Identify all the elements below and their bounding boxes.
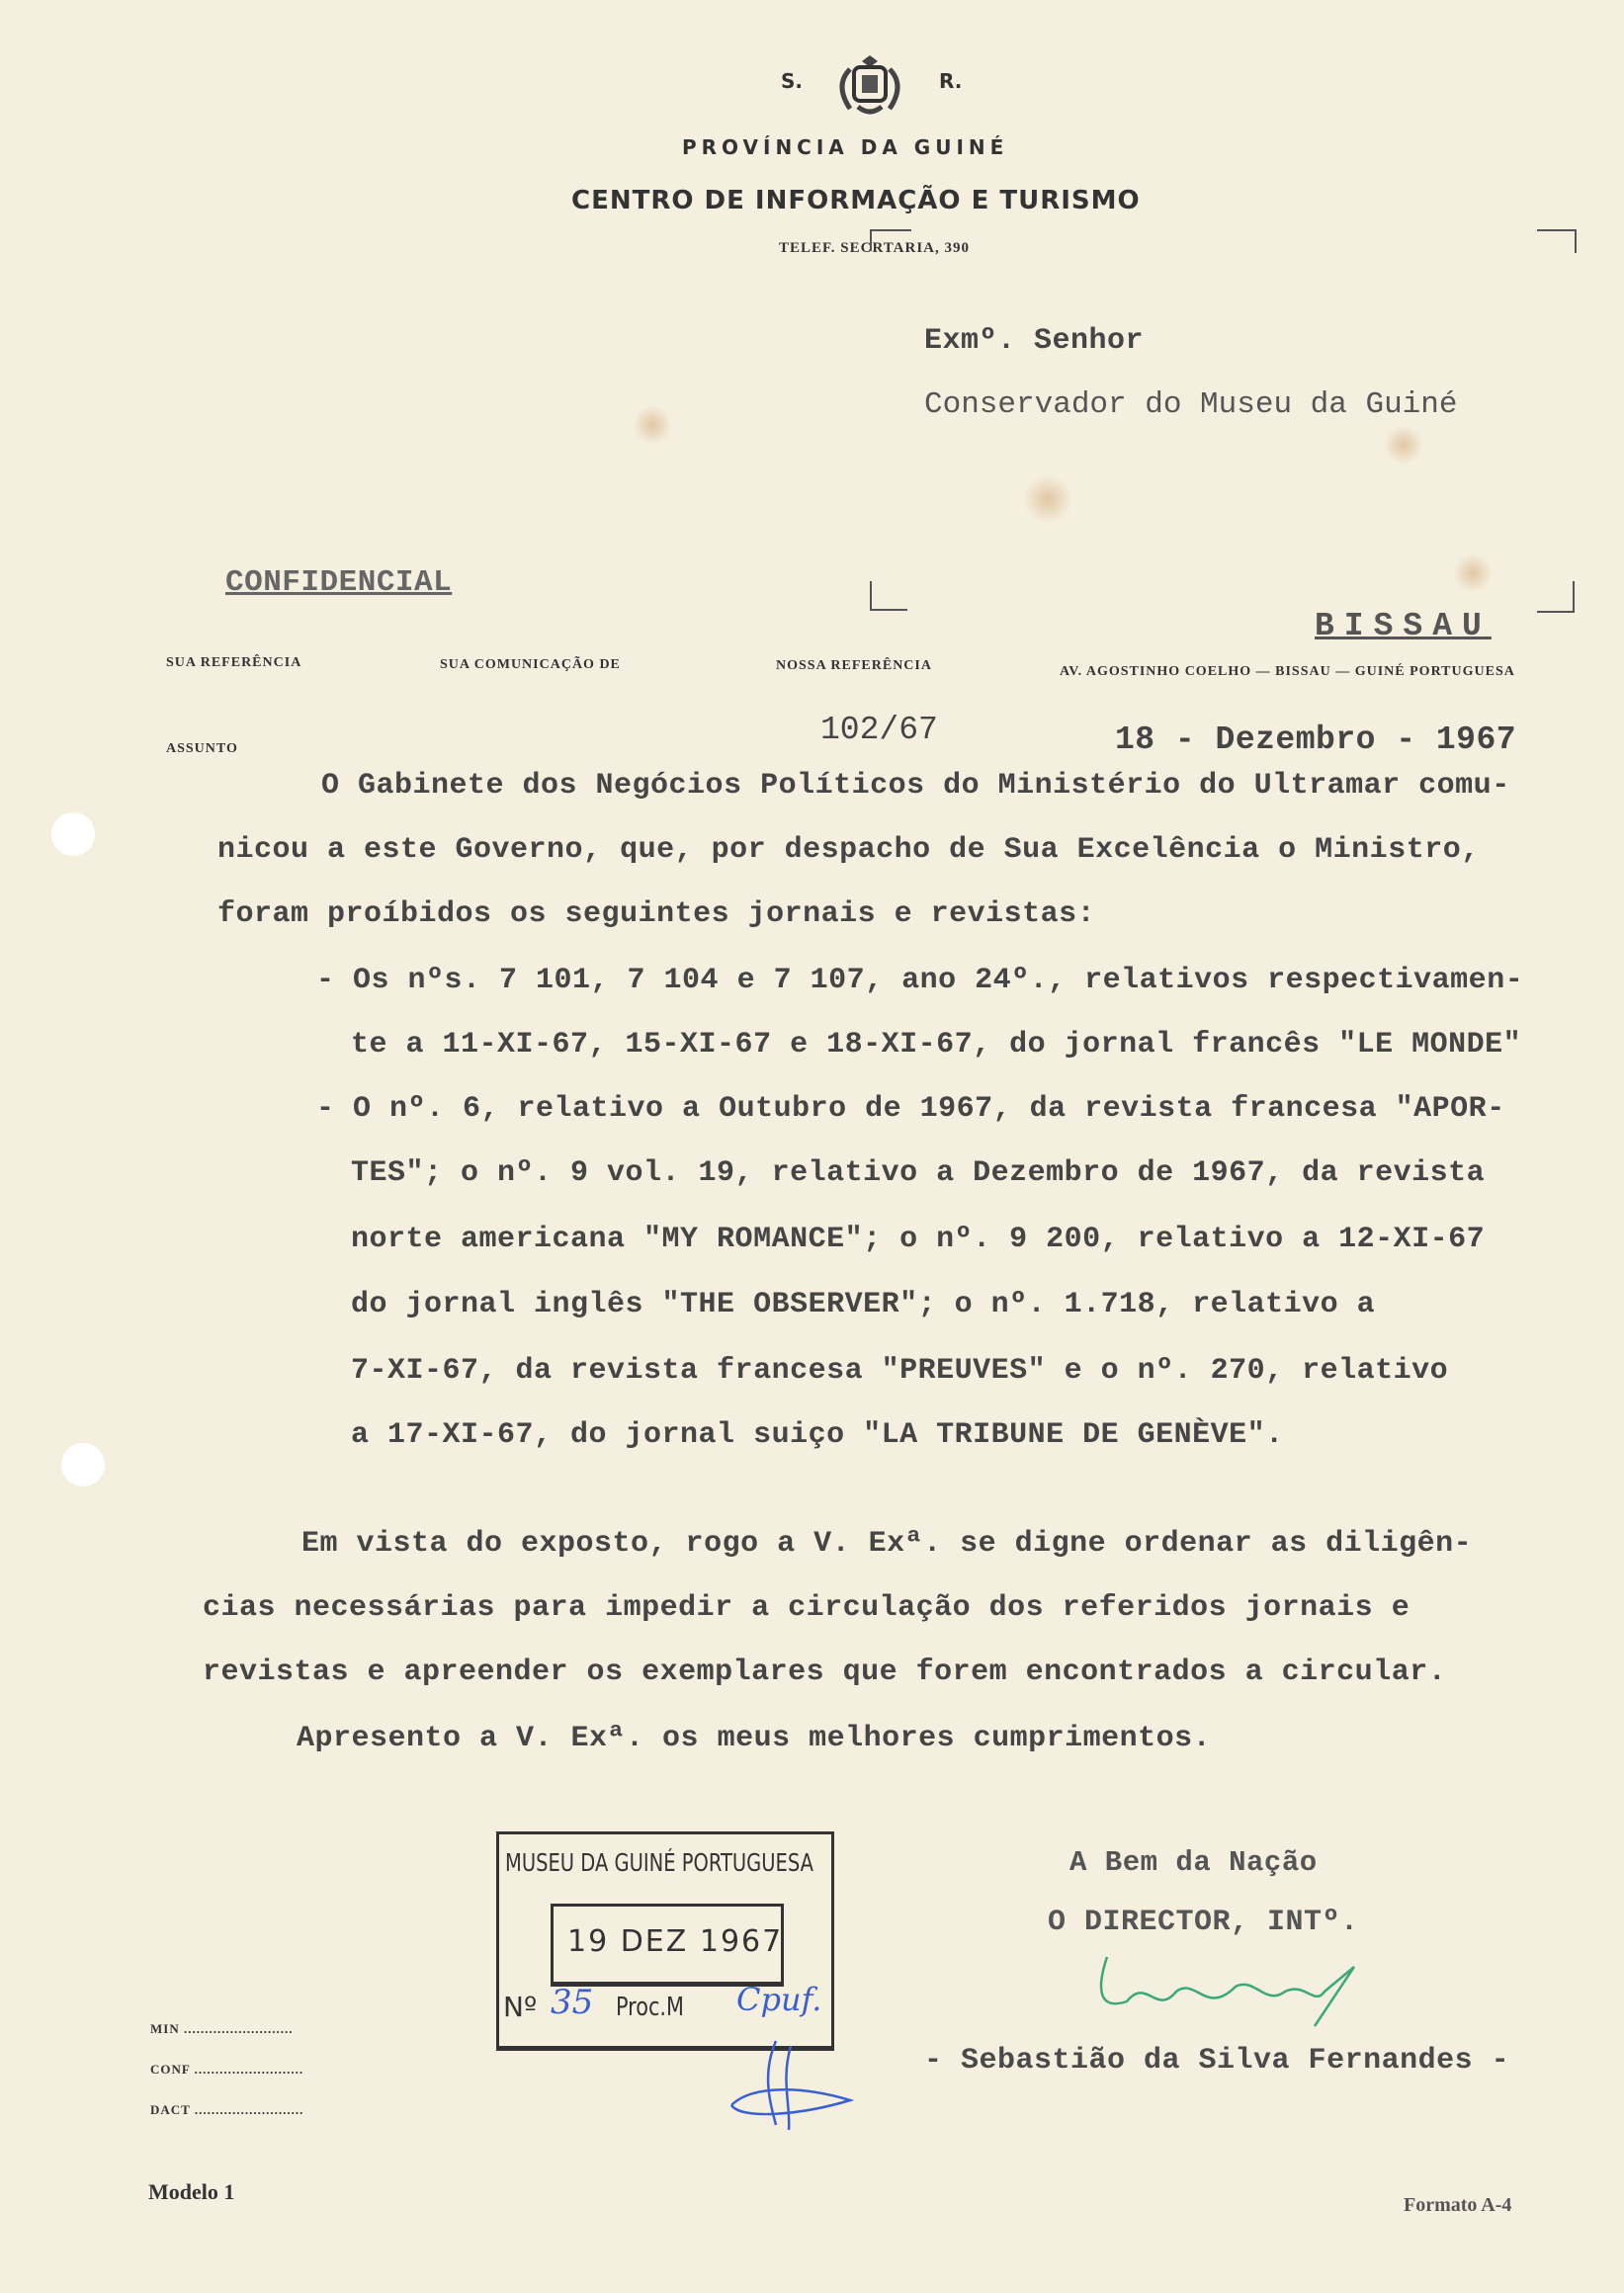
model-label: Modelo 1 xyxy=(148,2179,235,2204)
item-line: - O nº. 6, relativo a Outubro de 1967, da revista francesa "APOR- xyxy=(316,1092,1505,1126)
item-line: a 17-XI-67, do jornal suiço "LA TRIBUNE DE GENÈVE". xyxy=(351,1418,1284,1452)
dact-label: DACT xyxy=(150,2102,191,2117)
conf-field: CONF .......................... xyxy=(150,2062,304,2077)
director-signature xyxy=(1087,1947,1374,2036)
item-line: norte americana "MY ROMANCE"; o nº. 9 200, relativo a 12-XI-67 xyxy=(351,1223,1486,1256)
recipient-title: Conservador do Museu da Guiné xyxy=(924,387,1458,422)
label-assunto: ASSUNTO xyxy=(166,741,238,756)
body-line: Em vista do exposto, rogo a V. Exª. se digne ordenar as diligên- xyxy=(301,1527,1473,1561)
body-line: revistas e apreender os exemplares que forem encontrados a circular. xyxy=(203,1656,1447,1689)
confidential-mark: CONFIDENCIAL xyxy=(225,565,453,600)
letter-date: 18 - Dezembro - 1967 xyxy=(1115,722,1517,758)
stamp-date: 19 DEZ 1967 xyxy=(567,1924,784,1959)
city: BISSAU xyxy=(1315,608,1492,644)
office-heading: CENTRO DE INFORMAÇÃO E TURISMO xyxy=(571,186,1141,215)
address: AV. AGOSTINHO COELHO — BISSAU — GUINÉ PORTUGUESA xyxy=(1060,664,1515,679)
stamp-number-label: Nº xyxy=(503,1991,538,2023)
salutation: Exmº. Senhor xyxy=(924,324,1145,358)
item-line: te a 11-XI-67, 15-XI-67 e 18-XI-67, do jornal francês "LE MONDE" xyxy=(351,1028,1522,1062)
body-line: Apresento a V. Exª. os meus melhores cumprimentos. xyxy=(297,1722,1212,1755)
body-line: nicou a este Governo, que, por despacho de Sua Excelência o Ministro, xyxy=(217,833,1480,867)
dact-field: DACT .......................... xyxy=(150,2102,304,2117)
format-label: Formato A-4 xyxy=(1404,2194,1512,2216)
reference-number: 102/67 xyxy=(820,712,938,748)
punch-hole xyxy=(51,812,95,856)
coat-of-arms-icon xyxy=(822,49,917,119)
min-label: MIN xyxy=(150,2021,180,2036)
sr-left: S. xyxy=(781,69,804,93)
province-heading: PROVÍNCIA DA GUINÉ xyxy=(682,135,1009,159)
museum-receipt-stamp xyxy=(496,1831,834,2051)
stamp-museum-name: MUSEU DA GUINÉ PORTUGUESA xyxy=(505,1848,813,1877)
motto: A Bem da Nação xyxy=(1069,1846,1318,1879)
body-line: foram proíbidos os seguintes jornais e revistas: xyxy=(217,897,1096,931)
item-line: - Os nºs. 7 101, 7 104 e 7 107, ano 24º., relativos respectivamen- xyxy=(316,964,1524,997)
stamp-proc: Cpuf. xyxy=(736,1981,822,2018)
blue-initials-signature xyxy=(722,2036,870,2135)
conf-label: CONF xyxy=(150,2062,191,2077)
label-nossa-referencia: NOSSA REFERÊNCIA xyxy=(776,658,932,673)
director-role: O DIRECTOR, INTº. xyxy=(1048,1906,1359,1939)
phone-line: TELEF. SECRTARIA, 390 xyxy=(779,240,971,256)
body-line: cias necessárias para impedir a circulação dos referidos jornais e xyxy=(203,1591,1410,1625)
punch-hole xyxy=(61,1443,105,1486)
stamp-number: 35 xyxy=(551,1983,594,2022)
item-line: do jornal inglês "THE OBSERVER"; o nº. 1.718, relativo a xyxy=(351,1288,1376,1321)
item-line: TES"; o nº. 9 vol. 19, relativo a Dezembro de 1967, da revista xyxy=(351,1156,1486,1190)
signatory-name: - Sebastião da Silva Fernandes - xyxy=(924,2044,1510,2078)
sr-right: R. xyxy=(939,69,963,93)
item-line: 7-XI-67, da revista francesa "PREUVES" e o nº. 270, relativo xyxy=(351,1354,1449,1388)
label-sua-referencia: SUA REFERÊNCIA xyxy=(166,655,302,670)
stamp-proc-label: Proc.M xyxy=(616,1993,684,2022)
min-field: MIN .......................... xyxy=(150,2021,294,2036)
label-sua-comunicacao: SUA COMUNICAÇÃO DE xyxy=(440,657,621,672)
body-line: O Gabinete dos Negócios Políticos do Ministério do Ultramar comu- xyxy=(321,769,1510,803)
